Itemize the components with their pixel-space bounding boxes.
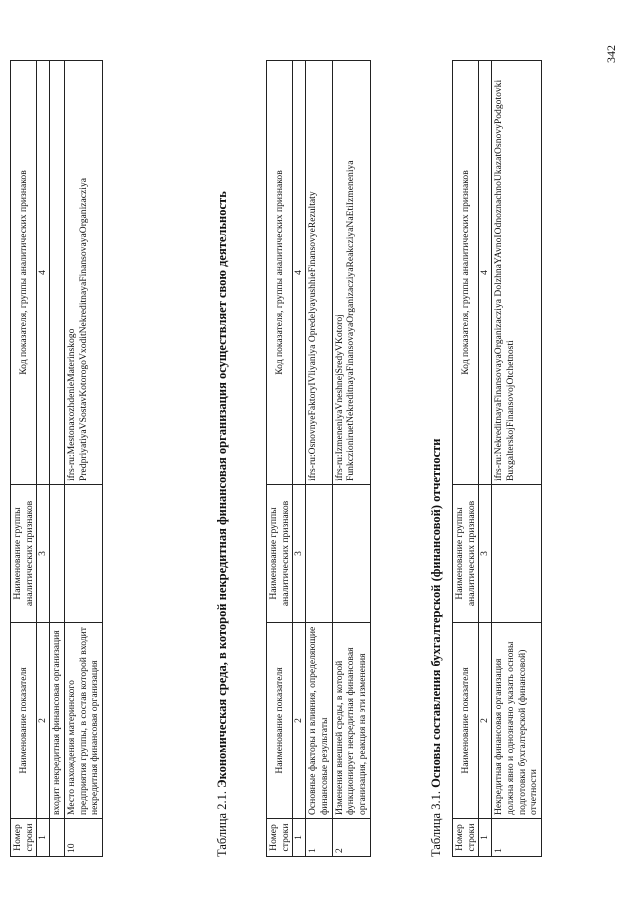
row-number: 10 — [64, 819, 102, 857]
header-indicator-code: Код показателя, группы аналитических признаков — [453, 61, 479, 485]
indicator-code — [50, 61, 65, 485]
column-number: 1 — [479, 819, 492, 857]
indicator-code: ifrs-ru:OsnovnyeFaktoryIVliyaniya OpredelyayushhieFinansovyeRezultaty — [306, 61, 332, 485]
indicator-name: Некредитная финансовая организация должна явно и однозначно указать основы подготовки бухгалтерской (финансовой) отчетности — [492, 623, 542, 819]
table-continued — [10, 60, 103, 857]
column-number: 3 — [479, 485, 492, 623]
header-indicator-name: Наименование показателя — [453, 623, 479, 819]
table-2-1 — [266, 60, 371, 857]
table-header-row — [267, 61, 293, 857]
column-number: 2 — [293, 623, 306, 819]
row-number — [50, 819, 65, 857]
caption-title: Экономическая среда, в которой некредитная финансовая организация осуществляет свою деятельность — [215, 191, 229, 788]
row-number: 2 — [332, 819, 370, 857]
column-number: 4 — [479, 61, 492, 485]
group-name — [50, 485, 65, 623]
indicator-name: Основные факторы и влияния, определяющие финансовые результаты — [306, 623, 332, 819]
header-row-number: Номер строки — [453, 819, 479, 857]
table-header-row — [453, 61, 479, 857]
indicator-name: входит некредитная финансовая организация — [50, 623, 65, 819]
header-row-number: Номер строки — [267, 819, 293, 857]
caption-prefix: Таблица 3.1. — [429, 791, 443, 857]
header-row-number: Номер строки — [11, 819, 37, 857]
table-3-1-caption — [428, 61, 445, 857]
column-number: 3 — [293, 485, 306, 623]
group-name — [64, 485, 102, 623]
header-indicator-code: Код показателя, группы аналитических признаков — [267, 61, 293, 485]
indicator-code: ifrs-ru:MestonaxozhdenieMaterinskogo PredpriyatiyaVSostavKotorogoVxoditNekreditnayaFinansovayaOrganizacziya — [64, 61, 102, 485]
table-row — [306, 61, 332, 857]
column-number: 4 — [37, 61, 50, 485]
column-number-row — [293, 61, 306, 857]
table-2-1-caption — [214, 61, 231, 857]
column-number: 3 — [37, 485, 50, 623]
caption-title: Основы составления бухгалтерской (финансовой) отчетности — [429, 438, 443, 788]
group-name — [492, 485, 542, 623]
table-row — [492, 61, 542, 857]
caption-prefix: Таблица 2.1. — [215, 791, 229, 857]
column-number: 1 — [293, 819, 306, 857]
header-group-name: Наименование группы аналитических признаков — [11, 485, 37, 623]
table-3-1 — [452, 60, 542, 857]
column-number: 2 — [37, 623, 50, 819]
group-name — [332, 485, 370, 623]
indicator-code: ifrs-ru:IzmeneniyaVneshnejSredyVKotoroj FunkczioniruetNekreditnayaFinansovayaOrganizacziyaReakcziyaNaEtiIzmeneniya — [332, 61, 370, 485]
indicator-name: Изменения внешней среды, в которой функционирует некредитная финансовая организация, реакция на эти изменения — [332, 623, 370, 819]
column-number-row — [479, 61, 492, 857]
header-group-name: Наименование группы аналитических признаков — [453, 485, 479, 623]
header-indicator-name: Наименование показателя — [11, 623, 37, 819]
header-indicator-name: Наименование показателя — [267, 623, 293, 819]
column-number: 2 — [479, 623, 492, 819]
page-number: 342 — [604, 45, 618, 63]
group-name — [306, 485, 332, 623]
indicator-name: Место нахождения материнского предприятия группы, в состав которой входит некредитная финансовая организация — [64, 623, 102, 819]
header-indicator-code: Код показателя, группы аналитических признаков — [11, 61, 37, 485]
column-number: 4 — [293, 61, 306, 485]
row-number: 1 — [492, 819, 542, 857]
table-row — [332, 61, 370, 857]
row-number: 1 — [306, 819, 332, 857]
table-header-row — [11, 61, 37, 857]
column-number-row — [37, 61, 50, 857]
indicator-code: ifrs-ru:NekreditnayaFinansovayaOrganizacziya DolzhnaYAvnoIOdnoznachnoUkazatOsnovyPodgotovki BuxgalterskojFinansovojOtchetnosti — [492, 61, 542, 485]
table-row — [50, 61, 65, 857]
column-number: 1 — [37, 819, 50, 857]
table-row — [64, 61, 102, 857]
header-group-name: Наименование группы аналитических признаков — [267, 485, 293, 623]
